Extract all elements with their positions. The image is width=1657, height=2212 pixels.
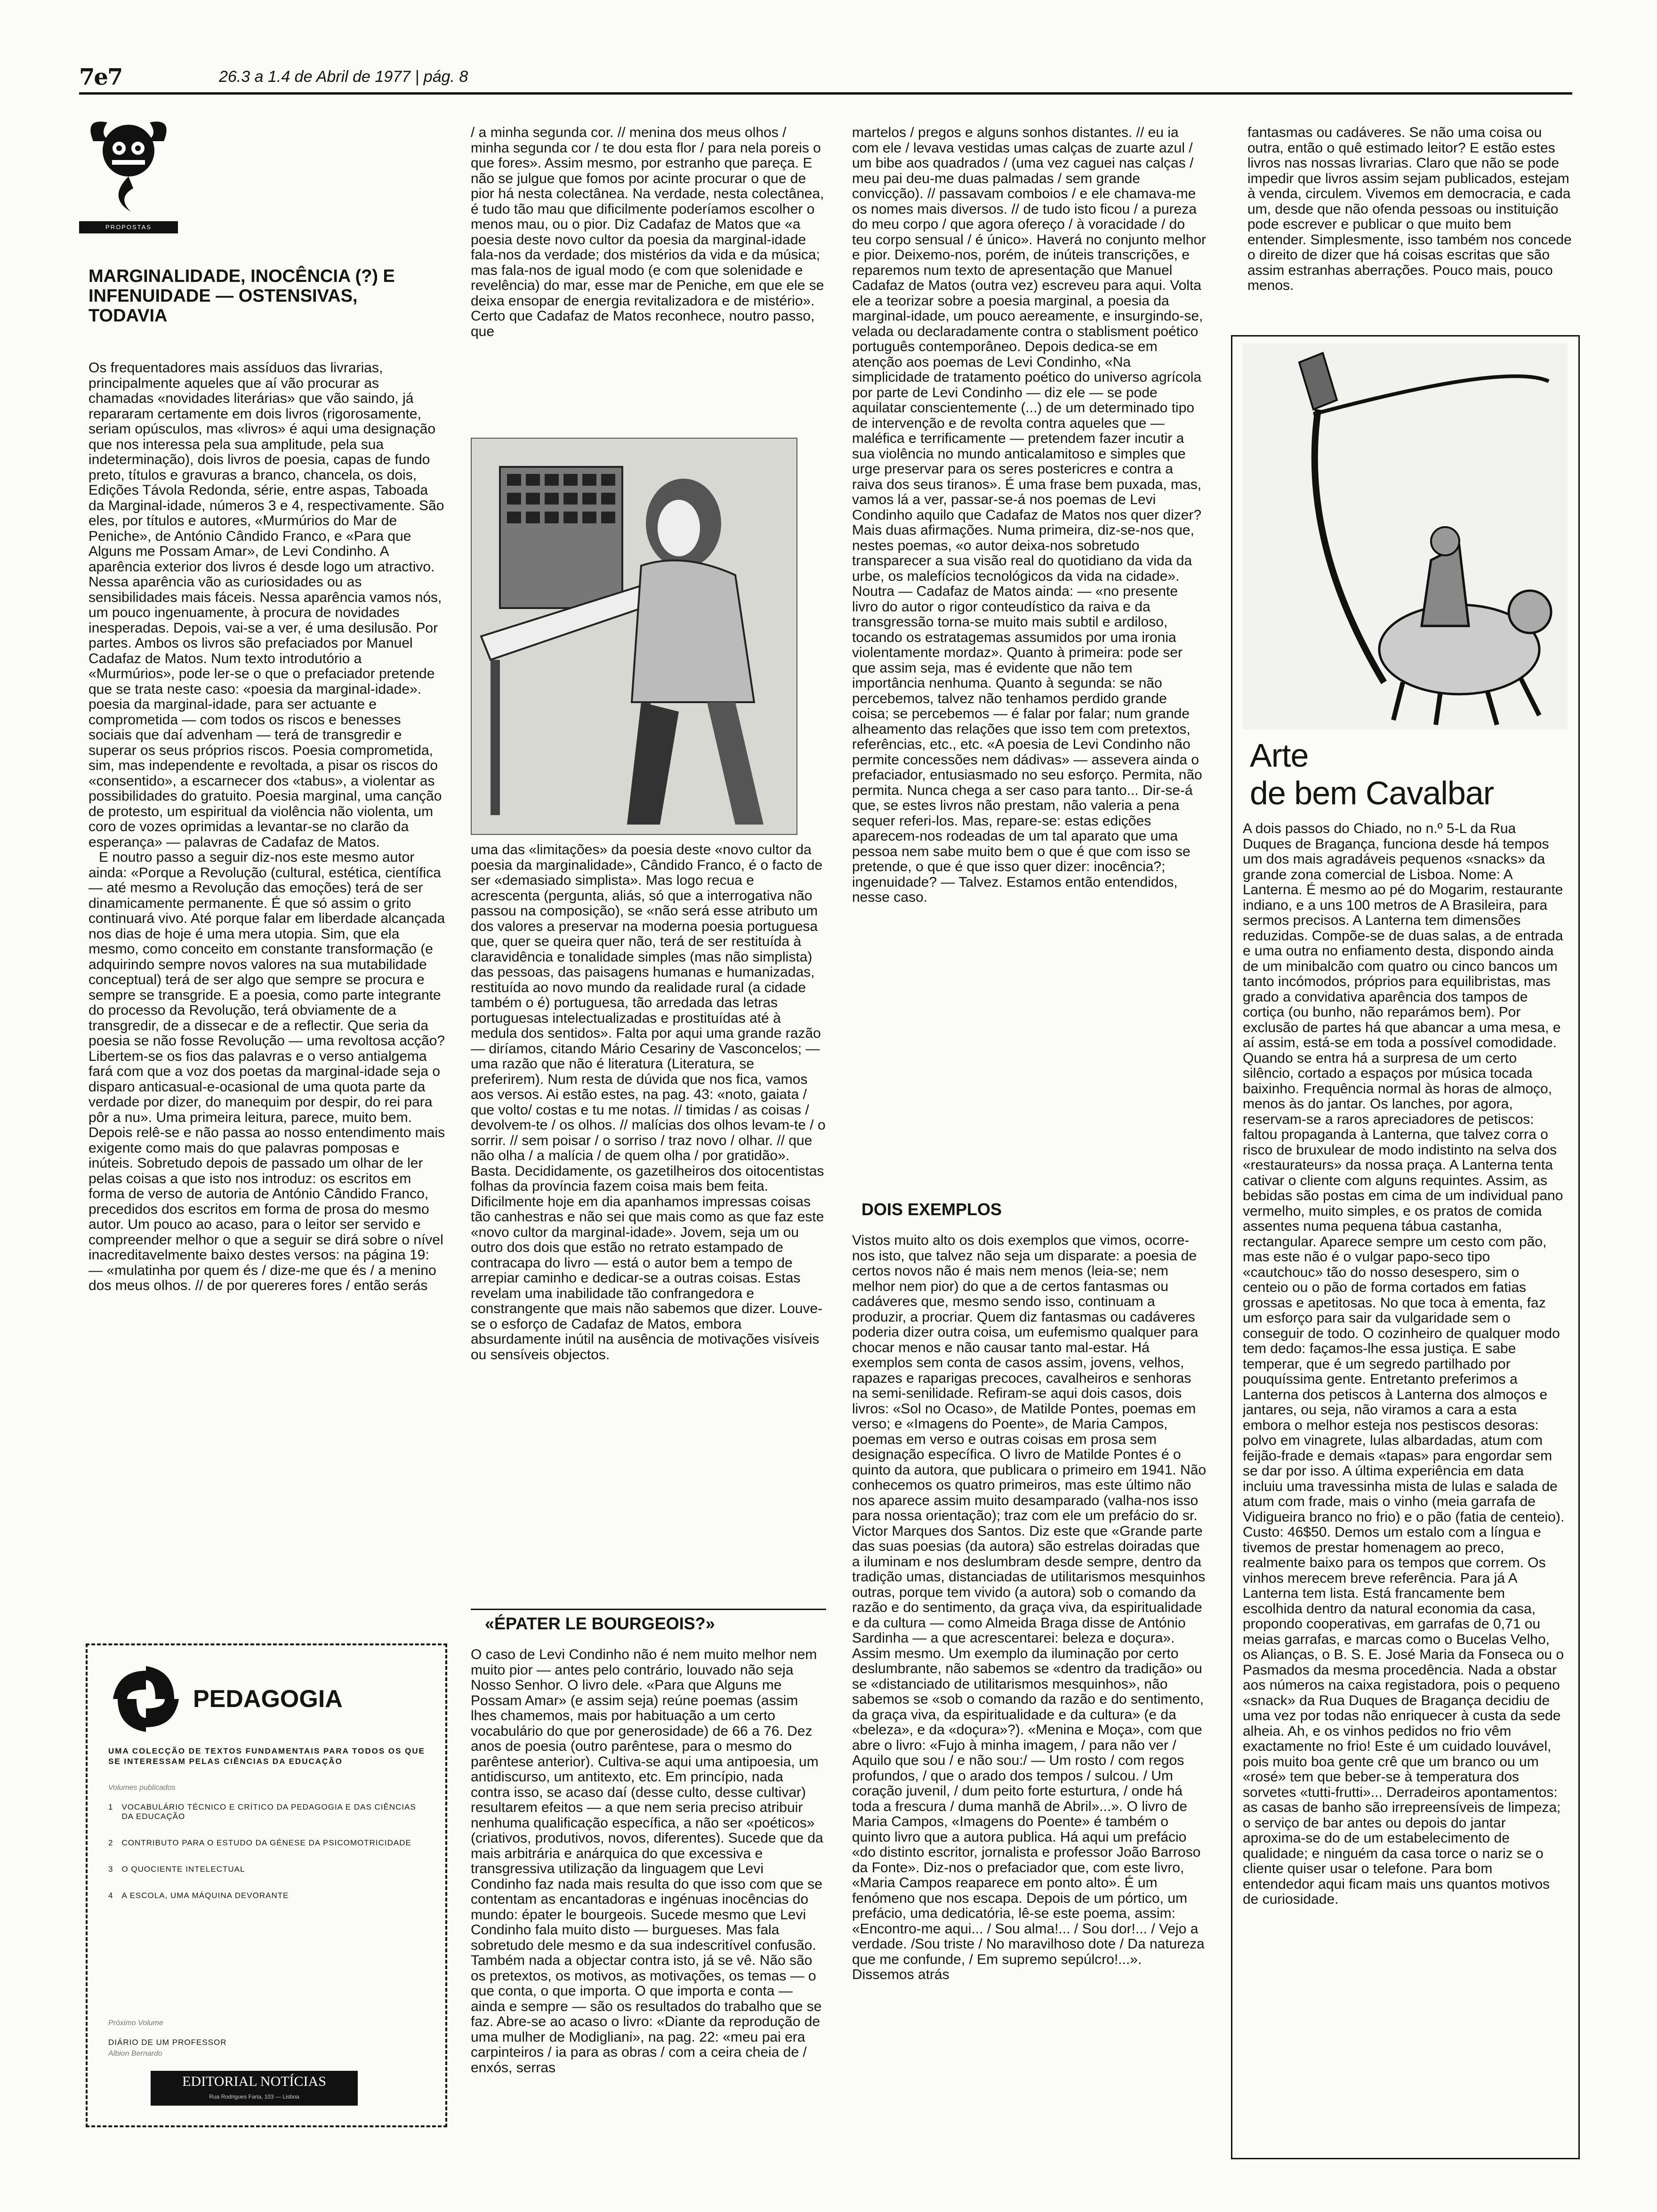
pedagogia-logo-icon (108, 1661, 184, 1737)
printer-engraving-icon (472, 439, 796, 834)
pedagogia-published-label: Volumes publicados (108, 1784, 176, 1792)
article2-divider (471, 1609, 826, 1610)
masthead-rule (79, 92, 1572, 95)
pedagogia-next-label: Próximo Volume (108, 2019, 163, 2027)
article1-col2-top: / a minha segunda cor. // menina dos meus olhos / minha segunda cor / te dou esta flor / para nela poreis o que fores». Assim mesmo, por estranho que pareça. E não se julgue que fomos por acinte procurar o que de pior há nesta colectânea. Na verdade, nesta colectânea, é tudo tão mau que dificilmente poderíamos escolher o menos mau, ou o pior. Diz Cadafaz de Matos que «a poesia deste novo cultor da poesia da marginal-idade fala-nos da verdade; dos mistérios da vida e da música; mas fala-nos de igual modo (e com que solenidade e revelência) do mar, esse mar de Peniche, em que ele se deixa ensopar de energia revitalizadora e de mistério». Certo que Cadafaz de Matos reconhece, noutro passo, que (471, 125, 824, 339)
article1-paragraph: Os frequentadores mais assíduos das livrarias, principalmente aqueles que aí vão procurar as chamadas «novidades literárias» que vão saindo, já repararam certamente em dois livros (rigorosamente, seriam opúsculos, mas «livros» é aqui uma designação que nos interessa pela sua amplitude, pela sua indeterminação), dois livros de poesia, capas de fundo preto, títulos e gravuras a branco, chancela, os dois, Edições Távola Redonda, série, entre aspas, Taboada da Marginal-idade, números 3 e 4, respectivamente. São eles, por títulos e autores, «Murmúrios do Mar de Peniche», de António Cândido Franco, e «Para que Alguns me Possam Amar», de Levi Condinho. A aparência exterior dos livros é desde logo um atractivo. Nessa aparência vão as curiosidades ou as sensibilidades mais fáceis. Nessa aparência vamos nós, um pouco ingenuamente, à procura de novidades inesperadas. Depois, vai-se a ver, é uma desilusão. Por partes. Ambos os livros são prefaciados por Manuel Cadafaz de Matos. Num texto introdutório a «Murmúrios», pode ler-se o que o prefaciador pretende que se trata neste caso: «poesia da marginal-idade». poesia da marginal-idade, para ser actuante e comprometida — com todos os riscos e benesses sociais que daí advenham — terá de transgredir e superar os seus próprios riscos. Poesia comprometida, sim, mas independente e revoltada, a pisar os riscos do «consentido», a escarnecer dos «tabus», a violentar as possibilidades do gratuito. Poesia marginal, uma canção de protesto, um espiritual da violência não violenta, um coro de vozes oprimidas a levantar-se no clarão da esperança» — palavras de Cadafaz de Matos. (88, 361, 444, 850)
publisher-address: Rua Rodrigues Faria, 103 — Lisboa (209, 2093, 299, 2100)
article3-title-line1: Arte (1250, 737, 1309, 774)
pedagogia-item: 1 VOCABULÁRIO TÉCNICO E CRÍTICO DA PEDAGOGIA E DAS CIÊNCIAS DA EDUCAÇÃO (108, 1803, 416, 1821)
pedagogia-item: 3 O QUOCIENTE INTELECTUAL (108, 1865, 245, 1874)
section-mascot (79, 108, 178, 226)
article1-paragraph: E noutro passo a seguir diz-nos este mesmo autor ainda: «Porque a Revolução (cultural, estética, científica — até mesmo a Revolução das emoções) terá de ser dinamicamente permanente. É que só assim o grito continuará vivo. Até porque falar em liberdade alcançada nos dias de hoje é uma mera utopia. Sim, que ela mesmo, como conceito em constante transformação (e adquirindo sempre novos valores na sua mutabilidade conceptual) terá de ser algo que sempre se procura e sempre se transgride. E a poesia, como parte integrante do processo da Revolução, terá obviamente de a transgredir, de a dissecar e de a reflectir. Que seria da poesia se não fosse Revolução — uma revoltosa acção? Libertem-se os fios das palavras e o verso antialgema fará com que a voz dos poetas da marginal-idade seja o disparo anticasual-e-ocasional de uma quota parte da verdade por dizer, do manequim por despir, do rei para pôr a nu». Uma primeira leitura, parece, muito bem. Depois relê-se e não passa ao nosso entendimento mais exigente como mais do que palavras pomposas e inúteis. Sobretudo depois de passado um olhar de ler pelas coisas a que isto nos introduz: os escritos em forma de verso de autoria de António Cândido Franco, precedidos dos escritos em forma de prosa do mesmo autor. Um pouco ao acaso, para o leitor ser servido e compreender melhor o que a seguir se dirá sobre o nível inacreditavelmente baixo destes versos: na página 19: — «mulatinha por quem és / dize-me que és / a menino dos meus olhos. // de por quereres fores / então serás (88, 850, 445, 1293)
article1-title: MARGINALIDADE, INOCÊNCIA (?) E INFENUIDADE — OSTENSIVAS, TODAVIA (88, 266, 395, 326)
article3-body: A dois passos do Chiado, no n.º 5-L da Rua Duques de Bragança, funciona desde há tempos um dos mais agradáveis pequenos «snacks» da grande zona comercial de Lisboa. Nome: A Lanterna. É mesmo ao pé do Mogarim, restaurante indiano, e a uns 100 metros de A Brasileira, para sermos precisos. A Lanterna tem dimensões reduzidas. Compõe-se de duas salas, a de entrada e uma outra no enfiamento desta, dispondo ainda de um minibalcão com quatro ou cinco bancos um tanto incómodos, próprios para equilibristas, mas grado a convidativa aparência dos tampos de cortiça (ou bunho, não reparámos bem). Por exclusão de partes há que abancar a uma mesa, e aí assim, está-se em toda a possível comodidade. Quando se entra há a surpresa de um certo silêncio, cortado a espaços por música tocada baixinho. Frequência normal às horas de almoço, menos às do jantar. Os lanches, por agora, reservam-se a raros apreciadores de petiscos: faltou propaganda à Lanterna, que talvez corra o risco de bruxulear de modo indistinto na selva dos «restaurateurs» da nossa praça. A Lanterna tenta cativar o cliente com alguns requintes. Assim, as bebidas são postas em cima de um individual pano vermelho, muito simples, e os pratos de comida assentes numa pequena tábua castanha, rectangular. Aparece sempre um cesto com pão, mas este não é o vulgar papo-seco tipo «cautchouc» tão do nosso desespero, sim o centeio ou o pão de forma cortados em fatias grossas e apetitosas. No que toca à ementa, faz um esforço para sair da vulgaridade sem o conseguir de todo. O cozinheiro de qualquer modo tem dedo: façamos-lhe essa justiça. E sabe temperar, que é um segredo partilhado por pouquíssima gente. Entretanto preferimos a Lanterna dos petiscos à Lanterna dos almoços e jantares, ou seja, não viramos a cara a esta embora o melhor esteja nos pestiscos desoras: polvo em vinagrete, lulas albardadas, atum com feijão-frade e demais «tapas» para engordar sem se dar por isso. A última experiência em data incluiu uma travessinha mista de lulas e salada de atum com frade, mais o vinho (meia garrafa de Vidigueira branco no frio) e o pão (fatia de centeio). Custo: 46$50. Demos um estalo com a língua e tivemos de prestar homenagem ao preco, realmente baixo para os tempos que correm. Os vinhos merecem breve referência. Para já A Lanterna tem lista. Está francamente bem escolhida dentro da natural economia da casa, propondo cooperativas, em garrafas de 0,71 ou meias garrafas, e marcas como o Bucelas Velho, os Alianças, o B. S. E. José Maria da Fonseca ou o Pasmados da mesma procedência. Nada a obstar aos números na caixa registadora, pois o pequeno «snack» da Rua Duques de Bragança decidiu de uma vez por todas não enriquecer à custa da sede alheia. Ah, e os vinhos pedidos no frio vêm exactamente no frio! Este é um cuidado louvável, pois muito boa gente crê que um branco ou um «rosé» tem que beber-se à temperatura dos sorvetes «tutti-frutti»... Derradeiros apontamentos: as casas de banho são irrepreensíveis de limpeza; o serviço de bar antes ou depois do jantar aproxima-se do de um estabelecimento de qualidade; e ninguém da casa torce o nariz se o cliente quiser usar o telefone. Para bom entendedor aqui ficam mais uns quantos motivos de curiosidade. (1243, 821, 1565, 1907)
publisher-banner (151, 2071, 358, 2106)
pedagogia-list (108, 1803, 428, 1917)
knight-on-horse-icon (1243, 344, 1568, 729)
pedagogia-item: 2 CONTRIBUTO PARA O ESTUDO DA GÉNESE DA PSICOMOTRICIDADE (108, 1838, 411, 1847)
pedagogia-brand: PEDAGOGIA (193, 1685, 343, 1713)
engraving-illustration (471, 438, 797, 835)
knight-horse-illustration (1243, 344, 1568, 729)
pedagogia-item: 4 A ESCOLA, UMA MÁQUINA DEVORANTE (108, 1891, 289, 1900)
pedagogia-subtitle: UMA COLECÇÃO DE TEXTOS FUNDAMENTAIS PARA TODOS OS QUE SE INTERESSAM PELAS CIÊNCIAS DA EDUCAÇÃO (108, 1747, 426, 1766)
dateline: 26.3 a 1.4 de Abril de 1977 | pág. 8 (219, 68, 468, 86)
section-badge: PROPOSTAS (79, 221, 178, 233)
column3-bottom: Vistos muito alto os dois exemplos que vimos, ocorre-nos isto, que talvez não seja um disparate: a poesia de certos novos não é mais nem menos (leia-se; nem melhor nem pior) do que a de certos fantasmas ou cadáveres que, mesmo sendo isso, continuam a produzir, a procriar. Quem diz fantasmas ou cadáveres poderia dizer outra coisa, um eufemismo qualquer para chocar menos e não causar tanto mal-estar. Há exemplos sem conta de casos assim, jovens, velhos, rapazes e raparigas precoces, cavalheiros e senhoras na semi-senilidade. Refiram-se aqui dois casos, dois livros: «Sol no Ocaso», de Matilde Pontes, poemas em verso; e «Imagens do Poente», de Maria Campos, poemas em verso e outras coisas em prosa sem designação específica. O livro de Matilde Pontes é o quinto da autora, que publicara o primeiro em 1941. Não conhecemos os quatro primeiros, mas este último não nos aparece assim muito desamparado (valha-nos isso para nossa orientação); traz com ele um prefácio do sr. Victor Marques dos Santos. Diz este que «Grande parte das suas poesias (da autora) são estrelas doiradas que a iluminam e nos deslumbram desde sempre, dentro da tradição umas, distanciadas de utilitarismos mesquinhos outras, porque tem vivido (a autora) sob o comando da razão e do sentimento, da graça viva, da espiritualidade e da cultura — como Almeida Braga disse de António Sardinha — a que acrescentarei: beleza e doçura». Assim mesmo. Um exemplo da iluminação por certo deslumbrante, não sabemos se «dentro da tradição» ou se «distanciado de utilitarismos mesquinhos», não sabemos se «sob o comando da razão e do sentimento, da graça viva, da espiritualidade e da cultura» (e da «beleza», e da «doçura»?). «Menina e Moça», com que abre o livro: «Fujo à minha imagem, / para não ver / Aquilo que sou / e não sou:/ — Um rosto / com regos profundos, / que o arado dos tempos / sulcou. / Um coração juvenil, / dum peito forte esturtura, / onde há toda a frescura / duma manhã de Abril»...». O livro de Maria Campos, «Imagens do Poente» é também o quinto livro que a autora publica. Há aqui um prefácio «do distinto escritor, jornalista e professor João Barroso da Fonte». Diz-nos o prefaciador que, com este livro, «Maria Campos reaparece em ponto alto». É um fenómeno que nos escapa. Depois de um pórtico, um prefácio, uma dedicatória, lê-se este poema, assim: «Encontro-me aqui... / Sou alma!... / Sou dor!... / Vejo a verdade. /Sou triste / No maravilhoso dote / Da natureza que me confunde, / Em supremo sepúlcro!...». Dissemos atrás (852, 1233, 1207, 1982)
article2-body: O caso de Levi Condinho não é nem muito melhor nem muito pior — antes pelo contrário, louvado não seja Nosso Senhor. O livro dele. «Para que Alguns me Possam Amar» (e assim seja) reúne poemas (assim lhes chamemos, mais por habituação a um certo vocabulário do que por generosidade) de 66 a 76. Dez anos de poesia (outro parêntese, para o mesmo do parêntese anterior). Cultiva-se aqui uma antipoesia, um antidiscurso, um antitexto, etc. Em princípio, nada contra isso, se acaso daí (desse culto, desse cultivar) resultarem efeitos — a que nem seria preciso atribuir nenhuma qualificação específica, a não ser «poéticos» (criativos, produtivos, novos, diferentes). Sucede que da mais arbitrária e anárquica do que excessiva e transgressiva utilização da linguagem que Levi Condinho faz nada mais resulta do que isso com que se contentam as encantadoras e ingénuas inocências do mundo: épater le bourgeois. Sucede mesmo que Levi Condinho fala muito disto — burgueses. Mas fala sobretudo dele mesmo e da sua indescritível confusão. Também nada a objectar contra isto, já se vê. Não são os pretextos, os motivos, as motivações, os temas — o que conta, o que importa. O que importa e conta — ainda e sempre — são os resultados do trabalho que se faz. Abre-se ao acaso o livro: «Diante da reprodução de uma mulher de Modigliani», na pag. 22: «meu pai era carpinteiros / ia para as obras / com a ceira cheia de / enxós, serras (471, 1647, 823, 2076)
dois-exemplos-subhead: DOIS EXEMPLOS (861, 1200, 1002, 1219)
column4-top: fantasmas ou cadáveres. Se não uma coisa ou outra, então o quê estimado leitor? E estão estes livros nas nossas livrarias. Claro que não se pode impedir que livros assim sejam publicados, estejam à venda, circulem. Vivemos em democracia, e cada um, desde que não ofenda pessoas ou instituição pode escrever e publicar o que muito bem entender. Simplesmente, isso também nos concede o direito de dizer que há coisas escritas que são assim estranhas aberrações. Pouco mais, pouco menos. (1247, 125, 1572, 293)
pedagogia-next-author: Albion Bernardo (108, 2050, 162, 2058)
pedagogia-next-title: DIÁRIO DE UM PROFESSOR (108, 2038, 227, 2047)
article1-col2-bottom: uma das «limitações» da poesia deste «novo cultor da poesia da marginalidade», Cândido Franco, é o facto de ser «demasiado simplista». Mas logo recua e acrescenta (pergunta, aliás, só que a interrogativa não passou na composição), se «não será esse atributo um dos valores a preservar na moderna poesia portuguesa que, quer se queira quer não, terá de ser restituída à claravidência e tonalidade simples (mas não simplista) das pessoas, das paisagens humanas e humanizadas, restituída ao novo mundo da realidade rural (a cidade também o é) portuguesa, tão arredada das letras portuguesas intelectualizadas e prostituídas até à medula dos sentidos». Falta por aqui uma grande razão — diríamos, citando Mário Cesariny de Vasconcelos; — uma razão que não é literatura (Literatura, se preferirem). Num resta de dúvida que nos fica, vamos aos versos. Ai estão estes, na pag. 43: «noto, gaiata / que volto/ costas e tu me notas. // timidas / as coisas / devolvem-te / os olhos. // malícias dos olhos levam-te / o sorrir. // sem poisar / o sorriso / traz novo / olhar. // que não olha / a malícia / de quem olha / por gratidão». Basta. Decididamente, os gazetilheiros dos oitocentistas folhas da província fazem coisa mais bem feita. Dificilmente hoje em dia apanhamos impressas coisas tão canhestras e não sei que mais como as que faz este «novo cultor da marginal-idade». Jovem, seja um ou outro dos dois que estão no retrato estampado de contracapa do livro — está o autor bem a tempo de arrepiar caminho e dedicar-se a outras coisas. Estas revelam uma inabilidade tão confrangedora e constrangente que mais não sabemos que dizer. Louve-se o esforço de Cadafaz de Matos, embora absurdamente inútil na ausência de motivações visíveis ou sensíveis objectos. (471, 842, 826, 1362)
publisher-name: EDITORIAL NOTÍCIAS (182, 2074, 326, 2089)
masthead-logo: 7e7 (79, 64, 122, 90)
mascot-figure-icon (79, 108, 178, 226)
column3-top: martelos / pregos e alguns sonhos distantes. // eu ia com ele / levava vestidas umas calças de zuarte azul / um bibe aos quadrados / (uma vez caguei nas calças / meu pai deu-me duas palmadas / sem grande convicção). // passavam comboios / e ele chamava-me os nomes mais diversos. // de tudo isto ficou / a pureza do meu corpo / que agora ofereço / à voracidade / do teu corpo sensual / é único». Haverá no conjunto melhor e pior. Deixemo-nos, porém, de inúteis transcrições, e reparemos num texto de apresentação que Manuel Cadafaz de Matos (outra vez) escreveu para aqui. Volta ele a teorizar sobre a poesia marginal, a poesia da marginal-idade, um pouco aereamente, e insurgindo-se, velada ou declaradamente contra o stablisment poético português contemporâneo. Depois dedica-se em atenção aos poemas de Levi Condinho, «Na simplicidade de tratamento poético do universo agrícola por parte de Levi Condinho — diz ele — se pode aquilatar conscientemente (...) de um determinado tipo de intervenção e de revolta contra aqueles que — maléfica e terrificamente — pretendem fazer incutir a sua violência no mundo anticalamitoso e simples que urge preservar para os seres postericres e contra a raiva dos seus tiranos». É uma frase bem puxada, mas, vamos lá a ver, passar-se-á nos poemas de Levi Condinho aquilo que Cadafaz de Matos nos quer dizer? Mais duas afirmações. Numa primeira, diz-se-nos que, nestes poemas, «o autor deixa-nos sobretudo transparecer a sua visão real do quotidiano da vida da urbe, os malefícios tecnológicos da vida na cidade». Noutra — Cadafaz de Matos ainda: — «no presente livro do autor o rigor conteudístico da raiva e da transgressão torna-se muito mais subtil e ardiloso, tocando os estratagemas assumidos por uma ironia violentamente mordaz». Quanto à primeira: pode ser que assim seja, mas é evidente que não tem importância nenhuma. Quanto à segunda: se não percebemos, talvez não tenhamos perdido grande coisa; se percebemos — é falar por falar; num grande alheamento das relações que isso tem com pretextos, referências, etc., etc. «A poesia de Levi Condinho não permite concessões nem dádivas» — assevera ainda o prefaciador, entusiasmado no seu esforço. Permita, não permita. Nunca chega a ser caso para tanto... Dir-se-á que, se estes livros não prestam, não valeria a pena sequer referi-los. Mas, repare-se: estas edições aparecem-nos rodeadas de um tal aparato que uma pessoa nem sabe muito bem o que é que com isso se pretende, o que é que isso quer dizer: inocência?; ingenuidade? — Talvez. Estamos então entendidos, nesse caso. (852, 125, 1207, 905)
article2-title: «ÉPATER LE BOURGEOIS?» (485, 1614, 715, 1633)
article3-title-line2: de bem Cavalbar (1250, 775, 1494, 811)
article3-title (1250, 737, 1570, 812)
article1-col1 (88, 361, 446, 1617)
